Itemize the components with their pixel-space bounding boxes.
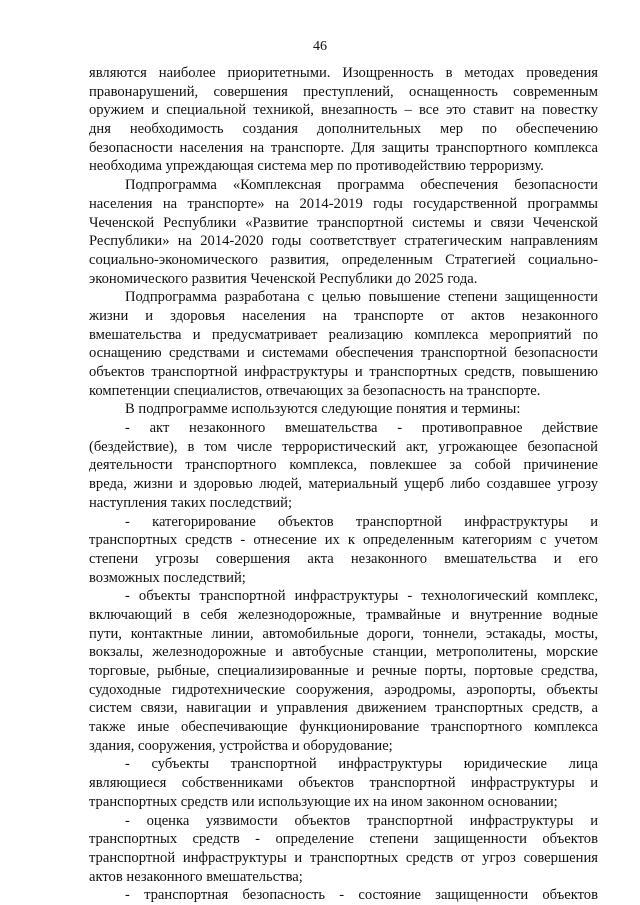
text-line: экономического развития Чеченской Республики до 2025 года.	[89, 270, 478, 287]
text-line: возможных последствий;	[89, 569, 246, 586]
text-line: - акт незаконного вмешательства - противоправное действие	[125, 420, 598, 437]
text-line: (бездействие), в том числе террористический акт, угрожающее безопасной	[89, 438, 598, 455]
text-line: вмешательства и предусматривает реализацию комплекса мероприятий по	[89, 326, 598, 343]
page-number: 46	[313, 39, 327, 54]
text-line: транспортных средств - определение степени защищенности объектов	[89, 831, 598, 848]
text-line: являются наиболее приоритетными. Изощренность в методах проведения	[89, 65, 598, 81]
body-text	[89, 64, 598, 905]
text-line: торговые, рыбные, специализированные и речные порты, портовые средства,	[89, 663, 598, 679]
text-line: - категорирование объектов транспортной инфраструктуры и	[125, 513, 598, 530]
text-line: жизни и здоровья населения на транспорте от актов незаконного	[89, 307, 598, 324]
text-line: безопасности населения на транспорте. Для защиты транспортного комплекса	[89, 139, 598, 156]
text-line: систем связи, навигации и управления движением транспортных средств, а	[89, 700, 598, 717]
text-line: являющиеся собственниками объектов транспортной инфраструктуры и	[89, 775, 598, 792]
text-line: наступления таких последствий;	[89, 494, 293, 511]
text-line: населения на транспорте» на 2014-2019 годы государственной программы	[89, 195, 598, 212]
text-line: - объекты транспортной инфраструктуры - технологический комплекс,	[125, 588, 598, 605]
text-line: степени угрозы совершения акта незаконного вмешательства и его	[89, 550, 598, 567]
text-line: здания, сооружения, устройства и оборудование;	[89, 737, 393, 754]
text-line: - субъекты транспортной инфраструктуры юридические лица	[125, 756, 598, 773]
text-line: также иные обеспечивающие функционирование транспортного комплекса	[89, 719, 598, 736]
text-line: деятельности транспортного комплекса, повлекшее за собой причинение	[89, 457, 598, 474]
text-line: Республики» на 2014-2020 годы соответствует стратегическим направлениям	[89, 233, 598, 250]
text-line: социально-экономического развития, определенным Стратегией социально-	[89, 251, 598, 268]
text-line: актов незаконного вмешательства;	[89, 868, 303, 885]
text-line: Чеченской Республики «Развитие транспортной системы и связи Чеченской	[89, 214, 598, 231]
text-line: компетенции специалистов, отвечающих за безопасность на транспорте.	[89, 382, 541, 399]
text-line: Подпрограмма «Комплексная программа обеспечения безопасности	[125, 177, 598, 194]
text-line: транспортных средств или использующие их на ином законном основании;	[89, 793, 558, 810]
text-line: судоходные гидротехнические сооружения, аэродромы, аэропорты, объекты	[89, 681, 598, 698]
text-line: В подпрограмме используются следующие понятия и термины:	[125, 401, 521, 418]
text-line: Подпрограмма разработана с целью повышение степени защищенности	[125, 289, 598, 306]
text-line: оснащению средствами и системами обеспечения транспортной безопасности	[89, 345, 598, 362]
text-line: транспортных средств - отнесение их к определенным категориям с учетом	[89, 532, 598, 549]
text-line: необходима упреждающая система мер по противодействию терроризму.	[89, 158, 544, 175]
text-line: транспортной инфраструктуры и транспортных средств от угроз совершения	[89, 849, 598, 866]
text-line: включающий в себя железнодорожные, трамвайные и внутренние водные	[89, 606, 598, 623]
text-line: пути, контактные линии, автомобильные дороги, тоннели, эстакады, мосты,	[89, 625, 598, 642]
text-line: объектов транспортной инфраструктуры и транспортных средств, повышению	[89, 364, 598, 380]
text-line: дня необходимость создания дополнительных мер по обеспечению	[89, 121, 598, 138]
text-line: - оценка уязвимости объектов транспортной инфраструктуры и	[125, 812, 598, 829]
text-line: вокзалы, железнодорожные и автобусные станции, метрополитены, морские	[89, 644, 598, 661]
text-line: правонарушений, совершения преступлений, оснащенность современным	[89, 83, 598, 100]
text-line: - транспортная безопасность - состояние защищенности объектов	[125, 887, 598, 904]
text-line: вреда, жизни и здоровью людей, материальный ущерб либо создавшее угрозу	[89, 476, 598, 493]
text-line: оружием и специальной техникой, внезапность – все это ставит на повестку	[89, 102, 598, 119]
